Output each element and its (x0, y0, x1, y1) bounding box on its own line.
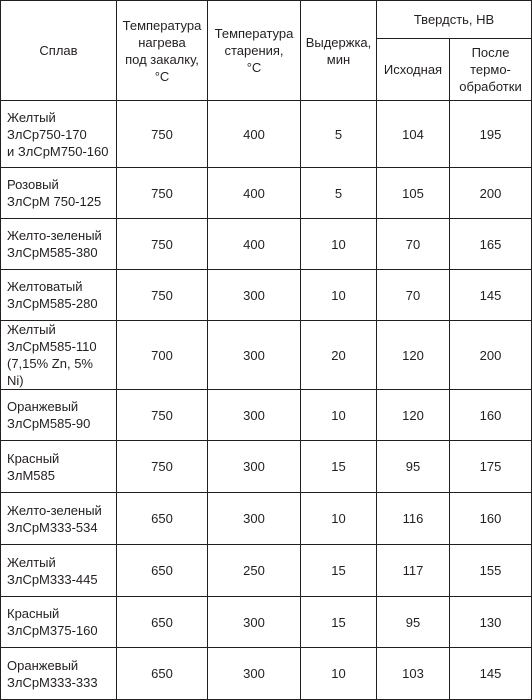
table-row (1, 321, 532, 390)
cell-after-hardness: 195 (450, 101, 532, 168)
cell-after-hardness: 200 (450, 168, 532, 219)
cell-quench-temp: 650 (117, 545, 208, 597)
cell-initial-hardness: 70 (377, 270, 450, 321)
table-row (1, 219, 532, 270)
table-row (1, 270, 532, 321)
table-row (1, 493, 532, 545)
header-initial: Исходная (377, 39, 450, 101)
cell-after-hardness: 160 (450, 493, 532, 545)
cell-aging-temp: 300 (208, 597, 301, 648)
cell-alloy: Желто-зеленый ЗлСрМ333-534 (1, 493, 117, 545)
cell-alloy: Желтый ЗлСр750-170 и ЗлСрМ750-160 (1, 101, 117, 168)
cell-hold-time: 15 (301, 597, 377, 648)
cell-quench-temp: 750 (117, 390, 208, 441)
cell-aging-temp: 300 (208, 321, 301, 390)
cell-after-hardness: 145 (450, 270, 532, 321)
cell-initial-hardness: 104 (377, 101, 450, 168)
cell-alloy: Красный ЗлСрМ375-160 (1, 597, 117, 648)
cell-after-hardness: 160 (450, 390, 532, 441)
cell-after-hardness: 145 (450, 648, 532, 700)
cell-aging-temp: 300 (208, 441, 301, 493)
cell-aging-temp: 250 (208, 545, 301, 597)
cell-after-hardness: 130 (450, 597, 532, 648)
cell-alloy: Красный ЗлМ585 (1, 441, 117, 493)
table-row (1, 545, 532, 597)
cell-hold-time: 10 (301, 390, 377, 441)
cell-initial-hardness: 95 (377, 441, 450, 493)
cell-hold-time: 10 (301, 493, 377, 545)
cell-hold-time: 15 (301, 545, 377, 597)
table-row (1, 390, 532, 441)
cell-aging-temp: 400 (208, 101, 301, 168)
cell-initial-hardness: 116 (377, 493, 450, 545)
cell-quench-temp: 650 (117, 648, 208, 700)
cell-quench-temp: 750 (117, 168, 208, 219)
cell-initial-hardness: 103 (377, 648, 450, 700)
cell-hold-time: 10 (301, 270, 377, 321)
cell-alloy: Желтоватый ЗлСрМ585-280 (1, 270, 117, 321)
table-row (1, 168, 532, 219)
cell-initial-hardness: 120 (377, 321, 450, 390)
header-after-treatment: После термо- обработки (450, 39, 532, 101)
cell-quench-temp: 750 (117, 101, 208, 168)
table-row (1, 597, 532, 648)
cell-aging-temp: 300 (208, 493, 301, 545)
cell-alloy: Оранжевый ЗлСрМ585-90 (1, 390, 117, 441)
cell-initial-hardness: 105 (377, 168, 450, 219)
table-body (1, 101, 532, 700)
cell-aging-temp: 300 (208, 390, 301, 441)
header-alloy: Сплав (1, 1, 117, 101)
cell-quench-temp: 750 (117, 219, 208, 270)
cell-hold-time: 10 (301, 648, 377, 700)
cell-after-hardness: 155 (450, 545, 532, 597)
cell-alloy: Оранжевый ЗлСрМ333-333 (1, 648, 117, 700)
cell-initial-hardness: 120 (377, 390, 450, 441)
cell-initial-hardness: 117 (377, 545, 450, 597)
header-quench-temp: Температура нагрева под закалку, °С (117, 1, 208, 101)
cell-hold-time: 5 (301, 168, 377, 219)
cell-aging-temp: 400 (208, 219, 301, 270)
cell-quench-temp: 650 (117, 493, 208, 545)
cell-quench-temp: 700 (117, 321, 208, 390)
cell-aging-temp: 400 (208, 168, 301, 219)
header-aging-temp: Температура старения, °С (208, 1, 301, 101)
cell-hold-time: 5 (301, 101, 377, 168)
cell-aging-temp: 300 (208, 648, 301, 700)
cell-aging-temp: 300 (208, 270, 301, 321)
cell-alloy: Желтый ЗлСрМ333-445 (1, 545, 117, 597)
cell-after-hardness: 165 (450, 219, 532, 270)
cell-initial-hardness: 70 (377, 219, 450, 270)
table-row (1, 441, 532, 493)
header-hardness: Твердсть, НВ (377, 1, 532, 39)
cell-alloy: Розовый ЗлСрМ 750-125 (1, 168, 117, 219)
cell-hold-time: 15 (301, 441, 377, 493)
cell-quench-temp: 750 (117, 270, 208, 321)
cell-after-hardness: 200 (450, 321, 532, 390)
cell-initial-hardness: 95 (377, 597, 450, 648)
cell-quench-temp: 650 (117, 597, 208, 648)
cell-after-hardness: 175 (450, 441, 532, 493)
table-row (1, 648, 532, 700)
header-hold-time: Выдержка, мин (301, 1, 377, 101)
cell-quench-temp: 750 (117, 441, 208, 493)
table-row (1, 101, 532, 168)
cell-alloy: Желтый ЗлСрМ585-110 (7,15% Zn, 5% Ni) (1, 321, 117, 390)
cell-hold-time: 20 (301, 321, 377, 390)
cell-alloy: Желто-зеленый ЗлСрМ585-380 (1, 219, 117, 270)
cell-hold-time: 10 (301, 219, 377, 270)
